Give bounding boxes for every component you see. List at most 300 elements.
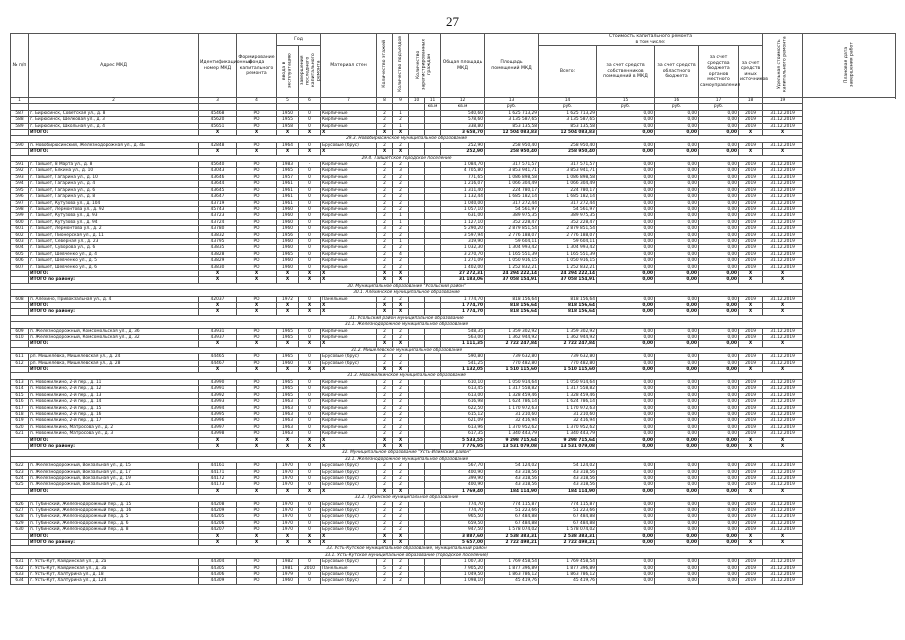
table-cell: 2 722 498,21 [539,540,597,546]
table-cell: 43646 [199,174,237,180]
table-cell: 0,00 [655,226,699,232]
table-cell: 2 [377,469,393,475]
table-cell: 2 [377,578,393,584]
table-cell: 616 [11,399,29,405]
table-cell: Брусовые (брус) [321,360,377,366]
table-cell: 0,00 [699,200,739,206]
table-cell: 0,00 [699,533,739,539]
table-cell: 0 [299,213,321,219]
table-cell: 818 156,64 [485,296,539,302]
table-cell: 12 [441,98,485,104]
table-cell: 1963 [277,405,299,411]
table-cell: 2 [393,200,409,206]
table-cell: 31.12.2019 [763,399,803,405]
table-cell: 0,00 [597,206,655,212]
table-cell: 624 [11,475,29,481]
table-cell: РО [237,405,277,411]
table-cell: 0,00 [699,168,739,174]
table-cell: 2 [393,258,409,264]
table-cell: 0,00 [597,335,655,341]
table-cell: 4 [393,251,409,257]
table-cell: 2019 [739,418,763,424]
table-cell: 3 [377,226,393,232]
table-cell: г. Тайшет, Кутузова ул., д. 94 [29,219,199,225]
col-entrances: Количество подъездов [393,34,409,98]
table-cell: 43647 [199,194,237,200]
table-cell: 3 135 587,65 [539,117,597,123]
table-cell: 1 774,70 [441,296,485,302]
table-cell: X [739,488,763,494]
table-cell: X [321,367,377,373]
table-cell: X [763,270,803,276]
table-cell: 1965 [277,379,299,385]
table-cell: ИТОГО по району: [29,443,199,449]
table-cell: 0,00 [597,508,655,514]
table-cell: 10 [409,98,425,104]
table-cell: 0,00 [655,130,699,136]
table-cell: 0,00 [699,399,739,405]
table-cell: 2019 [739,527,763,533]
table-cell: 2 [377,258,393,264]
table-cell: 2019 [739,174,763,180]
table-cell: 603 [11,238,29,244]
table-cell: 317 272,44 [485,200,539,206]
table-cell: 2 [393,174,409,180]
table-cell: 618 [11,411,29,417]
table-cell: 43830 [199,264,237,270]
table-cell: 0,00 [655,149,699,155]
table-cell: п. Тубинский, Железнодорожный пер., д. 8 [29,527,199,533]
table-cell: 611 [11,354,29,360]
table-cell: 2 [377,411,393,417]
table-body [11,98,896,585]
table-cell: 2019 [739,264,763,270]
col-cost-group: Стоимость капитального ремонта в том числе: [539,34,763,46]
table-cell: 0,00 [655,219,699,225]
table-cell: 0,00 [655,328,699,334]
table-cell: X [199,303,237,309]
table-cell: 0,00 [655,533,699,539]
table-cell: 0 [299,463,321,469]
col-total: Всего: [539,46,597,98]
table-cell: Кирпичные [321,181,377,187]
table-cell: 31.12.2019 [763,162,803,168]
table-cell: 0,00 [597,463,655,469]
col-npp: № п/п [11,34,29,98]
table-cell: 2019 [739,226,763,232]
table-cell: Кирпичные [321,418,377,424]
table-cell: Кирпичные [321,411,377,417]
table-cell: г. Тайшет, Шевченко ул., д. 6 [29,264,199,270]
table-cell: 853 135,58 [485,123,539,129]
table-cell: 0,00 [597,200,655,206]
table-cell: 0,00 [597,258,655,264]
table-cell: 0,00 [699,130,739,136]
table-cell: 31.12.2019 [763,508,803,514]
table-cell: X [763,367,803,373]
table-cell: 59 604,11 [539,238,597,244]
table-cell: 0,00 [597,238,655,244]
table-cell: 0,00 [699,123,739,129]
table-cell: X [199,540,237,546]
table-cell: 1 370 952,62 [539,424,597,430]
table-cell: ИТОГО: [29,488,199,494]
table-cell: Кирпичные [321,200,377,206]
table-cell: 1 685 182,14 [539,194,597,200]
table-cell: 0 [299,379,321,385]
table-cell: п. Тубинский, Железнодорожный пер., д. 16 [29,508,199,514]
table-cell: X [237,437,277,443]
table-cell: X [199,488,237,494]
table-cell: 43724 [199,219,237,225]
table-cell: РО [237,117,277,123]
table-cell: 617 [11,405,29,411]
table-cell: 595 [11,187,29,193]
table-cell: 1 050 916,15 [539,258,597,264]
table-cell: X [299,488,321,494]
table-cell: 31.12.2019 [763,264,803,270]
section-heading: 32.2. Тубинское муниципальное образование [11,495,803,501]
table-cell: 44205 [199,514,237,520]
table-cell: РО [237,354,277,360]
table-cell: 2 [377,142,393,148]
table-cell: ИТОГО: [29,437,199,443]
table-cell: 43 318,56 [485,475,539,481]
table-cell: 0 [299,578,321,584]
table-cell: 31.12.2019 [763,514,803,520]
table-cell: 0 [299,360,321,366]
table-cell: X [377,488,393,494]
table-cell: 2 [377,213,393,219]
table-cell: 0,00 [699,181,739,187]
table-cell: 0,00 [597,533,655,539]
table-cell: РО [237,206,277,212]
table-cell: 613,45 [441,386,485,392]
table-cell: 2 [377,174,393,180]
table-cell: 0 [299,245,321,251]
table-cell: 45468 [199,110,237,116]
table-cell: X [299,341,321,347]
table-cell: 1 049,50 [441,572,485,578]
table-cell: X [739,130,763,136]
table-cell: 7 776,95 [441,443,485,449]
table-cell: 0,00 [699,245,739,251]
table-cell: 2019 [739,187,763,193]
table-cell: 630 [11,527,29,533]
table-cell: 0,00 [699,219,739,225]
table-cell: 0 [299,386,321,392]
table-cell: п. Алёхино, Привокзальная ул., д. 4 [29,296,199,302]
table-cell: 617,35 [441,431,485,437]
col-region: за счет средств областного бюджета [655,46,699,98]
table-cell: X [299,443,321,449]
table-cell: 0 [299,328,321,334]
table-cell: 43832 [199,232,237,238]
table-cell: г. Тайшет, Гагарина ул., д. 6 [29,187,199,193]
table-cell: 44305 [199,565,237,571]
table-cell: 1961 [277,181,299,187]
table-cell: 619 [11,418,29,424]
section-heading: 32.1. Железнодорожное муниципальное образование [11,456,803,462]
table-cell: X [277,367,299,373]
table-cell: 0,00 [597,181,655,187]
table-cell: г. Тайшет, Пионерская ул., д. 11 [29,232,199,238]
table-cell: 0,00 [655,110,699,116]
table-cell: X [321,309,377,315]
table-cell: 2019 [739,514,763,520]
table-cell: г. Тайшет, Суворова ул., д. 6 [29,245,199,251]
table-cell: 31.12.2019 [763,354,803,360]
table-cell: Брусовые (брус) [321,475,377,481]
table-cell: 6 [299,98,321,104]
table-cell: 0,00 [655,168,699,174]
capital-repair-table [10,33,896,585]
table-cell: 1981 [277,565,299,571]
table-cell: 0,00 [597,219,655,225]
table-cell: 0,00 [655,258,699,264]
table-cell: 628 [11,514,29,520]
section-heading: 32. Муниципальное образование "Усть-Илимский район" [11,450,803,456]
table-cell: 2019 [739,501,763,507]
table-cell: 67 484,88 [485,514,539,520]
table-cell: 1964 [277,142,299,148]
table-cell: РО [237,296,277,302]
table-cell: 2019 [739,469,763,475]
table-cell: 5 [277,98,299,104]
table-cell: X [321,277,377,283]
table-cell: X [763,488,803,494]
table-cell: 0,00 [597,296,655,302]
table-cell: 31.12.2019 [763,194,803,200]
table-cell: 0,00 [655,514,699,520]
table-cell: 31.12.2019 [763,245,803,251]
table-cell: 609 [11,328,29,334]
table-cell: 0,00 [699,149,739,155]
table-cell: 0,00 [699,162,739,168]
table-cell: 44206 [199,520,237,526]
table-cell: 0 [299,174,321,180]
table-cell: 770 482,80 [539,360,597,366]
table-cell: 43931 [199,328,237,334]
table-cell: 2 538 383,31 [485,533,539,539]
table-cell: 0,00 [655,399,699,405]
table-cell: п. Новожилкино, 2-й пер., д. 16 [29,411,199,417]
table-cell: 631 [11,559,29,565]
table-cell: X [739,341,763,347]
table-cell: 317 272,44 [539,200,597,206]
table-cell: 31 210,60 [485,411,539,417]
table-cell: 4 705,80 [441,168,485,174]
table-cell: 2019 [739,123,763,129]
table-cell: 622,50 [441,405,485,411]
col-material: Материал стен [321,34,377,98]
table-cell: Кирпичные [321,424,377,430]
table-cell: 774,70 [441,501,485,507]
table-cell: 5 533,55 [441,437,485,443]
table-cell: 0 [299,335,321,341]
table-cell: 1 510 115,60 [485,367,539,373]
table-cell: 613,96 [441,424,485,430]
table-cell: 589 [11,123,29,129]
table-cell: X [739,309,763,315]
table-cell: 0,00 [655,443,699,449]
table-cell: 0 [299,296,321,302]
table-cell: 1970 [277,463,299,469]
table-cell: Кирпичные [321,251,377,257]
table-cell: 613,00 [441,392,485,398]
table-cell: Брусовые (брус) [321,508,377,514]
table-cell: X [377,367,393,373]
table-cell: X [299,303,321,309]
table-cell: 0,00 [655,296,699,302]
table-cell: X [377,270,393,276]
table-cell: 43795 [199,238,237,244]
table-cell: 31.12.2019 [763,232,803,238]
table-cell: 1 066 304,49 [485,181,539,187]
table-cell: X [237,367,277,373]
table-cell: 0,00 [699,443,739,449]
table-cell: 1 086 898,58 [485,174,539,180]
table-cell: 67 484,88 [539,514,597,520]
table-cell: 0,00 [597,277,655,283]
table-cell: 1979 [277,572,299,578]
table-cell: 0 [299,187,321,193]
table-cell: РО [237,463,277,469]
table-cell: 2019 [739,258,763,264]
table-cell: 2 [377,379,393,385]
table-cell: 0,00 [597,520,655,526]
table-cell: 2019 [739,399,763,405]
table-cell: 2 [393,181,409,187]
table-cell: 0,00 [655,431,699,437]
table-cell: 31.12.2019 [763,501,803,507]
table-cell: 2 [393,187,409,193]
table-cell: 2 [377,475,393,481]
table-cell: 0,00 [699,431,739,437]
table-cell: 1 774,70 [441,309,485,315]
table-cell: 5 290,20 [441,226,485,232]
table-cell: 2 [393,354,409,360]
table-cell: 1970 [277,482,299,488]
table-cell: 0,00 [597,328,655,334]
table-cell: X [277,149,299,155]
table-cell: 2 [393,194,409,200]
table-cell: 0,00 [699,386,739,392]
table-cell: 0,00 [655,270,699,276]
table-cell: РО [237,213,277,219]
col-year-built: ввода в эксплуатацию [277,46,299,98]
table-cell: X [199,130,237,136]
table-cell: 0,00 [655,277,699,283]
table-cell: 43 318,56 [539,482,597,488]
table-cell: 1960 [277,264,299,270]
table-cell: 0,00 [655,424,699,430]
table-cell: рп. Мишелёвка, Мишелевская ул., д. 24 [29,354,199,360]
table-cell: 1 111,35 [441,341,485,347]
table-cell: 2 [393,514,409,520]
table-cell: X [377,341,393,347]
table-cell: Брусовые (брус) [321,482,377,488]
table-cell: РО [237,501,277,507]
table-cell: г. Бирюсинск, Советская ул., д. 8 [29,110,199,116]
table-cell: 2019 [739,379,763,385]
table-cell: г. Тайшет, Кутузова ул., д. 104 [29,200,199,206]
table-cell: 0,00 [597,232,655,238]
table-cell: 2019 [739,392,763,398]
table-cell: 2019 [739,328,763,334]
table-cell: ИТОГО: [29,367,199,373]
table-cell: РО [237,200,277,206]
table-cell: 1 165 551,39 [539,251,597,257]
table-cell: 43 318,56 [485,482,539,488]
table-cell: руб. [597,104,655,110]
table-cell: 1 578 074,02 [539,527,597,533]
col-spec-cost: Удельная стоимость капитального ремонта [763,34,803,98]
table-cell: 1960 [277,245,299,251]
table-cell: 1 624 786,14 [485,399,539,405]
table-cell: г. Усть-Кут, Кайдинская ул., д. 3а [29,565,199,571]
table-cell: X [377,303,393,309]
table-cell: X [277,130,299,136]
table-cell: 2 [377,559,393,565]
table-cell: 400,90 [441,482,485,488]
table-cell: Кирпичные [321,123,377,129]
table-cell: кв.м [441,104,485,110]
table-cell: 2019 [739,206,763,212]
table-cell: п. Тубинский, Железнодорожный пер., д. 15 [29,501,199,507]
table-cell: 0,00 [597,367,655,373]
table-cell: 0,00 [597,162,655,168]
table-cell: 5 [377,565,393,571]
table-cell: 252,90 [441,142,485,148]
table-cell: 0,00 [699,565,739,571]
table-cell: 0,00 [699,187,739,193]
table-cell: 43997 [199,424,237,430]
col-year-repair: завершения последнего капитального ремонта [299,46,321,98]
table-cell: РО [237,328,277,334]
table-cell: 578,60 [441,117,485,123]
table-cell: 0,00 [655,354,699,360]
table-cell: 7 905,20 [441,565,485,571]
table-cell: 0,00 [597,379,655,385]
table-cell: 2 722 247,84 [485,341,539,347]
table-cell: 1 132,44 [441,194,485,200]
table-cell: 0,00 [655,174,699,180]
table-cell: X [393,488,409,494]
table-cell: 1965 [277,392,299,398]
table-cell: 604 [11,245,29,251]
table-cell: 818 156,64 [539,296,597,302]
table-cell: 1958 [277,123,299,129]
table-cell: 659,50 [441,520,485,526]
table-cell: 0,00 [655,572,699,578]
table-cell: 1961 [277,200,299,206]
table-cell: X [763,533,803,539]
table-cell: X [299,309,321,315]
table-cell: 0,00 [699,296,739,302]
table-cell: 0 [299,572,321,578]
table-cell: 45651 [199,123,237,129]
table-cell: г. Тайшет, Шевченко ул., д. 4 [29,251,199,257]
table-cell: 13 531 079,08 [539,443,597,449]
table-cell: 2 [377,219,393,225]
table-cell: 0,00 [597,482,655,488]
table-cell: 0,00 [699,213,739,219]
table-cell: РО [237,527,277,533]
col-living-area: Площадь помещений МКД [485,34,539,98]
table-cell: 0,00 [699,437,739,443]
page-number: 27 [446,14,459,29]
